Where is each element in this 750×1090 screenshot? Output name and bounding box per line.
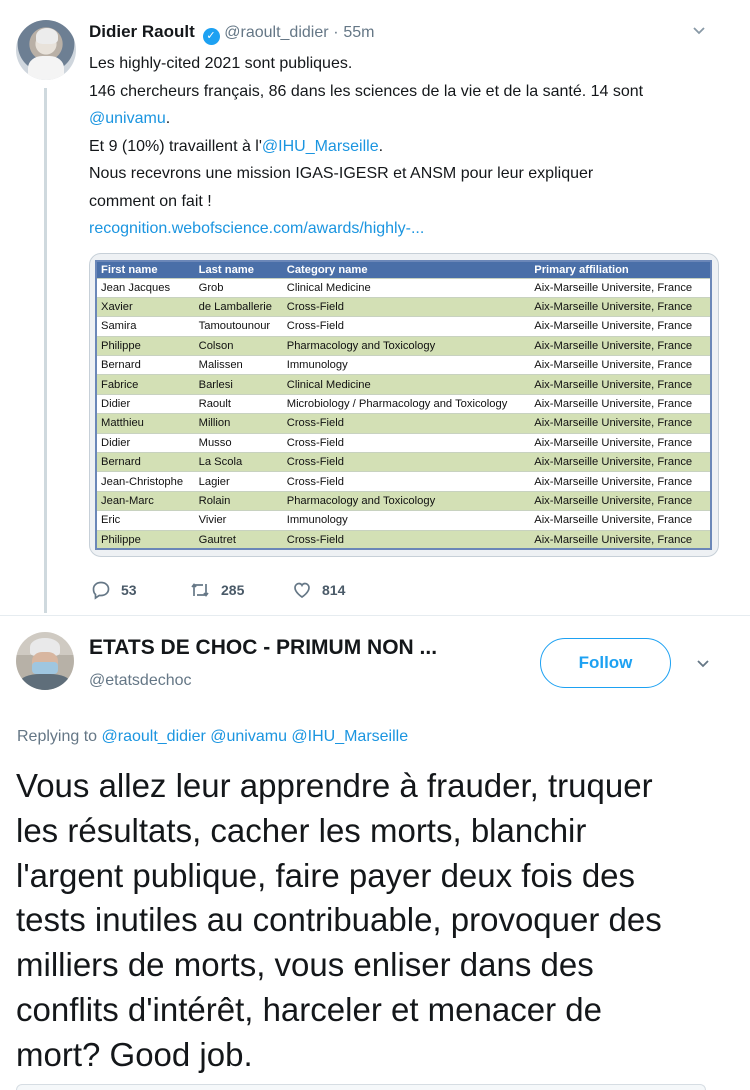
tweet-text-fragment: . <box>378 137 384 155</box>
tweet-line <box>89 105 729 133</box>
table-cell: Pharmacology and Toxicology <box>283 491 530 510</box>
table-cell: Cross-Field <box>283 414 530 433</box>
retweet-count: 285 <box>221 582 245 598</box>
reply-line: tests inutiles au contribuable, provoquer des <box>16 901 662 939</box>
table-row <box>96 491 711 510</box>
table-cell: Malissen <box>195 356 283 375</box>
verified-badge-icon: ✓ <box>203 28 220 45</box>
table-cell: Aix-Marseille Universite, France <box>530 394 711 413</box>
table-cell: Didier <box>96 394 195 413</box>
replying-to <box>17 728 408 746</box>
retweet-icon <box>189 580 211 600</box>
table-cell: Raoult <box>195 394 283 413</box>
avatar[interactable] <box>16 20 76 80</box>
table-cell: Tamoutounour <box>195 317 283 336</box>
next-card-edge <box>16 1084 706 1090</box>
highly-cited-table <box>95 260 712 550</box>
table-cell: Jean-Marc <box>96 491 195 510</box>
header-separator: · <box>333 24 339 41</box>
table-cell: Barlesi <box>195 375 283 394</box>
tweet-line: Nous recevrons une mission IGAS-IGESR et ANSM pour leur expliquer <box>89 165 594 182</box>
table-cell: Aix-Marseille Universite, France <box>530 433 711 452</box>
chevron-down-icon[interactable] <box>692 24 706 38</box>
table-cell: Cross-Field <box>283 530 530 549</box>
table-row <box>96 414 711 433</box>
table-cell: Philippe <box>96 336 195 355</box>
column-header: Category name <box>283 261 530 278</box>
author-name[interactable]: ETATS DE CHOC - PRIMUM NON ... <box>89 636 438 659</box>
reply-line: mort? Good job. <box>16 1035 253 1073</box>
table-cell: Aix-Marseille Universite, France <box>530 491 711 510</box>
tweet-line <box>89 133 729 161</box>
reply-count: 53 <box>121 582 137 598</box>
tweet-line: comment on fait ! <box>89 192 212 210</box>
table-cell: Fabrice <box>96 375 195 394</box>
table-cell: Aix-Marseille Universite, France <box>530 278 711 297</box>
table-row <box>96 453 711 472</box>
avatar-hair <box>36 28 58 44</box>
mention-link[interactable]: @IHU_Marseille <box>261 137 379 155</box>
tweet-text <box>89 50 729 243</box>
attached-image[interactable] <box>89 253 719 557</box>
table-cell: Bernard <box>96 356 195 375</box>
table-cell: Vivier <box>195 511 283 530</box>
like-count: 814 <box>322 582 346 598</box>
table-cell: de Lamballerie <box>195 297 283 316</box>
reply-line: Vous allez leur apprendre à frauder, truquer <box>16 767 653 804</box>
table-cell: Colson <box>195 336 283 355</box>
table-cell: Cross-Field <box>283 433 530 452</box>
table-cell: Aix-Marseille Universite, France <box>530 375 711 394</box>
tweet-divider <box>0 615 750 616</box>
table-cell: Didier <box>96 433 195 452</box>
author-handle[interactable]: @raoult_didier <box>224 24 329 41</box>
table-cell: Grob <box>195 278 283 297</box>
table-cell: Cross-Field <box>283 317 530 336</box>
table-cell: Samira <box>96 317 195 336</box>
table-row <box>96 278 711 297</box>
like-button[interactable] <box>292 580 345 600</box>
table-cell: Lagier <box>195 472 283 491</box>
avatar-mask <box>32 662 58 674</box>
table-cell: Immunology <box>283 511 530 530</box>
table-cell: Clinical Medicine <box>283 375 530 394</box>
tweet-header <box>89 22 374 45</box>
column-header: Last name <box>195 261 283 278</box>
table-cell: Aix-Marseille Universite, France <box>530 530 711 549</box>
table-cell: Eric <box>96 511 195 530</box>
thread-connector-line <box>44 88 47 613</box>
table-row <box>96 317 711 336</box>
table-cell: Musso <box>195 433 283 452</box>
table-cell: Aix-Marseille Universite, France <box>530 414 711 433</box>
table-cell: Aix-Marseille Universite, France <box>530 336 711 355</box>
author-handle[interactable]: @etatsdechoc <box>89 672 192 689</box>
replying-to-mentions[interactable]: @raoult_didier @univamu @IHU_Marseille <box>101 728 409 745</box>
table-cell: La Scola <box>195 453 283 472</box>
avatar[interactable] <box>16 632 74 690</box>
author-name[interactable]: Didier Raoult <box>89 22 195 41</box>
table-cell: Aix-Marseille Universite, France <box>530 317 711 336</box>
chevron-down-icon[interactable] <box>696 657 710 674</box>
table-cell: Immunology <box>283 356 530 375</box>
table-row <box>96 530 711 549</box>
tweet-line: Les highly-cited 2021 sont publiques. <box>89 55 353 72</box>
table-row <box>96 356 711 375</box>
column-header: First name <box>96 261 195 278</box>
table-cell: Jean-Christophe <box>96 472 195 491</box>
replying-to-label: Replying to <box>17 728 98 745</box>
table-cell: Cross-Field <box>283 297 530 316</box>
table-row <box>96 472 711 491</box>
table-cell: Microbiology / Pharmacology and Toxicology <box>283 394 530 413</box>
table-cell: Aix-Marseille Universite, France <box>530 511 711 530</box>
mention-link[interactable]: @univamu <box>89 110 166 127</box>
table-header-row <box>96 261 711 278</box>
table-row <box>96 375 711 394</box>
tweet-text-fragment: Et 9 (10%) travaillent à l' <box>89 137 262 155</box>
avatar-body <box>20 674 70 690</box>
table-cell: Philippe <box>96 530 195 549</box>
reply-line: milliers de morts, vous enliser dans des <box>16 946 594 984</box>
external-link[interactable]: recognition.webofscience.com/awards/highly-... <box>89 220 425 237</box>
reply-bubble-icon <box>91 580 111 600</box>
table-cell: Aix-Marseille Universite, France <box>530 297 711 316</box>
table-row <box>96 433 711 452</box>
table-cell: Rolain <box>195 491 283 510</box>
table-cell: Aix-Marseille Universite, France <box>530 356 711 375</box>
table-cell: Bernard <box>96 453 195 472</box>
tweet-line: 146 chercheurs français, 86 dans les sciences de la vie et de la santé. 14 sont <box>89 82 644 100</box>
table-cell: Jean Jacques <box>96 278 195 297</box>
tweet-timestamp[interactable]: 55m <box>343 24 375 41</box>
table-cell: Pharmacology and Toxicology <box>283 336 530 355</box>
table-cell: Cross-Field <box>283 453 530 472</box>
table-cell: Million <box>195 414 283 433</box>
table-cell: Cross-Field <box>283 472 530 491</box>
table-row <box>96 511 711 530</box>
table-cell: Xavier <box>96 297 195 316</box>
table-cell: Aix-Marseille Universite, France <box>530 453 711 472</box>
reply-line: les résultats, cacher les morts, blanchir <box>16 811 587 849</box>
avatar-coat <box>28 56 64 80</box>
table-body <box>96 278 711 549</box>
reply-line: l'argent publique, faire payer deux fois des <box>16 856 636 894</box>
table-cell: Gautret <box>195 530 283 549</box>
table-row <box>96 336 711 355</box>
table-row <box>96 297 711 316</box>
heart-icon <box>292 580 312 600</box>
retweet-button[interactable] <box>189 580 244 600</box>
reply-button[interactable] <box>91 580 137 600</box>
table-cell: Aix-Marseille Universite, France <box>530 472 711 491</box>
tweet-text-fragment: . <box>165 110 171 127</box>
column-header: Primary affiliation <box>530 261 711 278</box>
reply-line: conflits d'intérêt, harceler et menacer de <box>16 990 602 1028</box>
table-row <box>96 394 711 413</box>
table-cell: Clinical Medicine <box>283 278 530 297</box>
reply-text <box>16 764 736 1078</box>
follow-button[interactable]: Follow <box>540 638 671 688</box>
table-cell: Matthieu <box>96 414 195 433</box>
